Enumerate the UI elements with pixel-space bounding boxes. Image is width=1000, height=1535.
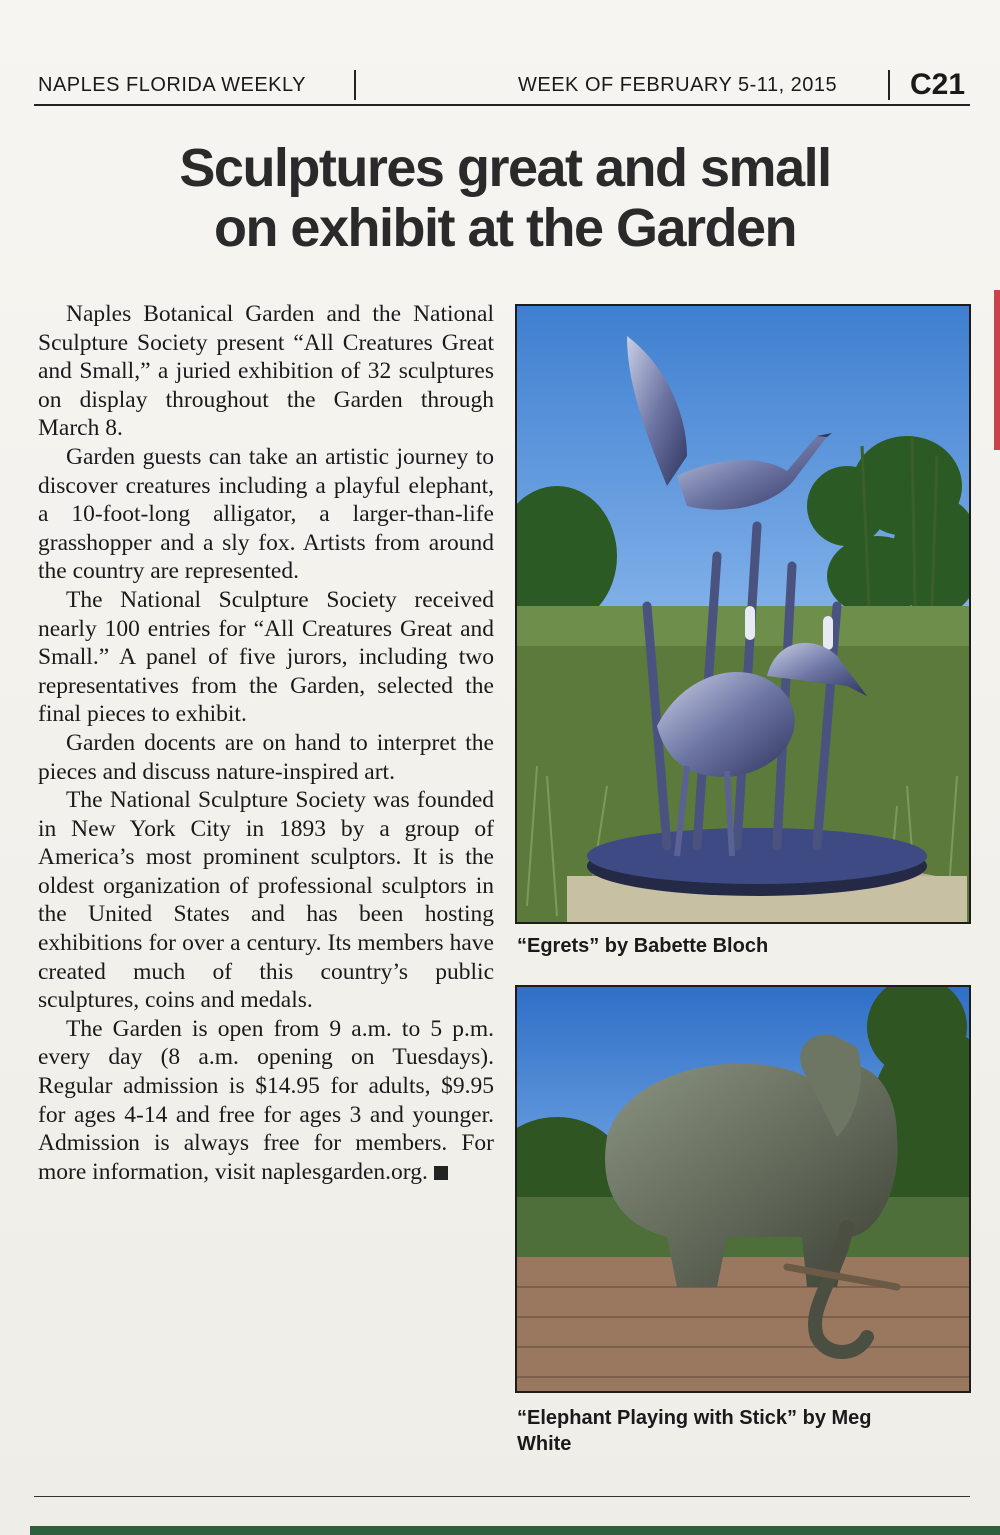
headline-line-2: on exhibit at the Garden bbox=[213, 198, 797, 258]
issue-date: WEEK OF FEBRUARY 5-11, 2015 bbox=[518, 74, 838, 96]
article-paragraph: Naples Botanical Garden and the National Sculpture Society present “All Creatures Great and Small,” a juried exhibition of 32 sculptures on display throughout the Garden through March 8. bbox=[38, 301, 494, 442]
masthead bbox=[38, 70, 968, 104]
elephant-caption: “Elephant Playing with Stick” by Meg White bbox=[517, 1407, 872, 1455]
article-paragraph-text: The Garden is open from 9 a.m. to 5 p.m. every day (8 a.m. opening on Tuesdays). Regular admission is $14.95 for adults, $9.95 for ages 4-14 and free for ages 3 and younger. Admission is always free for members. For more information, visit naplesgarden.org. bbox=[38, 1015, 494, 1185]
adjacent-page-edge bbox=[994, 290, 1000, 450]
article-paragraph-last bbox=[38, 1015, 494, 1187]
headline-line-1: Sculptures great and small bbox=[179, 138, 831, 198]
elephant-photo bbox=[515, 985, 971, 1393]
article-body bbox=[38, 300, 494, 1186]
article-headline bbox=[60, 138, 950, 258]
footer-color-bar bbox=[30, 1526, 1000, 1535]
egrets-photo bbox=[515, 304, 971, 924]
egrets-caption: “Egrets” by Babette Bloch bbox=[517, 935, 769, 957]
publication-name: NAPLES FLORIDA WEEKLY bbox=[38, 74, 306, 96]
article-paragraph: The National Sculpture Society received nearly 100 entries for “All Creatures Great and Small.” A panel of five jurors, including two representatives from the Garden, selected the final pieces to exhibit. bbox=[38, 586, 494, 728]
header-rule bbox=[34, 104, 970, 106]
page-number: C21 bbox=[910, 68, 966, 101]
footer-rule bbox=[34, 1496, 970, 1497]
masthead-divider bbox=[888, 70, 890, 100]
article-paragraph: Garden guests can take an artistic journey to discover creatures including a playful elephant, a 10-foot-long alligator, a larger-than-life grasshopper and a sly fox. Artists from around the country are represented. bbox=[38, 443, 494, 585]
article-paragraph: The National Sculpture Society was founded in New York City in 1893 by a group of America’s most prominent sculptors. It is the oldest organization of professional sculptors in the United States and has been hosting exhibitions for over a century. Its members have created much of this country’s public sculptures, coins and medals. bbox=[38, 787, 494, 1014]
masthead-divider bbox=[354, 70, 356, 100]
article-paragraph: Garden docents are on hand to interpret the pieces and discuss nature-inspired art. bbox=[38, 729, 494, 785]
end-of-story-mark bbox=[434, 1166, 448, 1180]
